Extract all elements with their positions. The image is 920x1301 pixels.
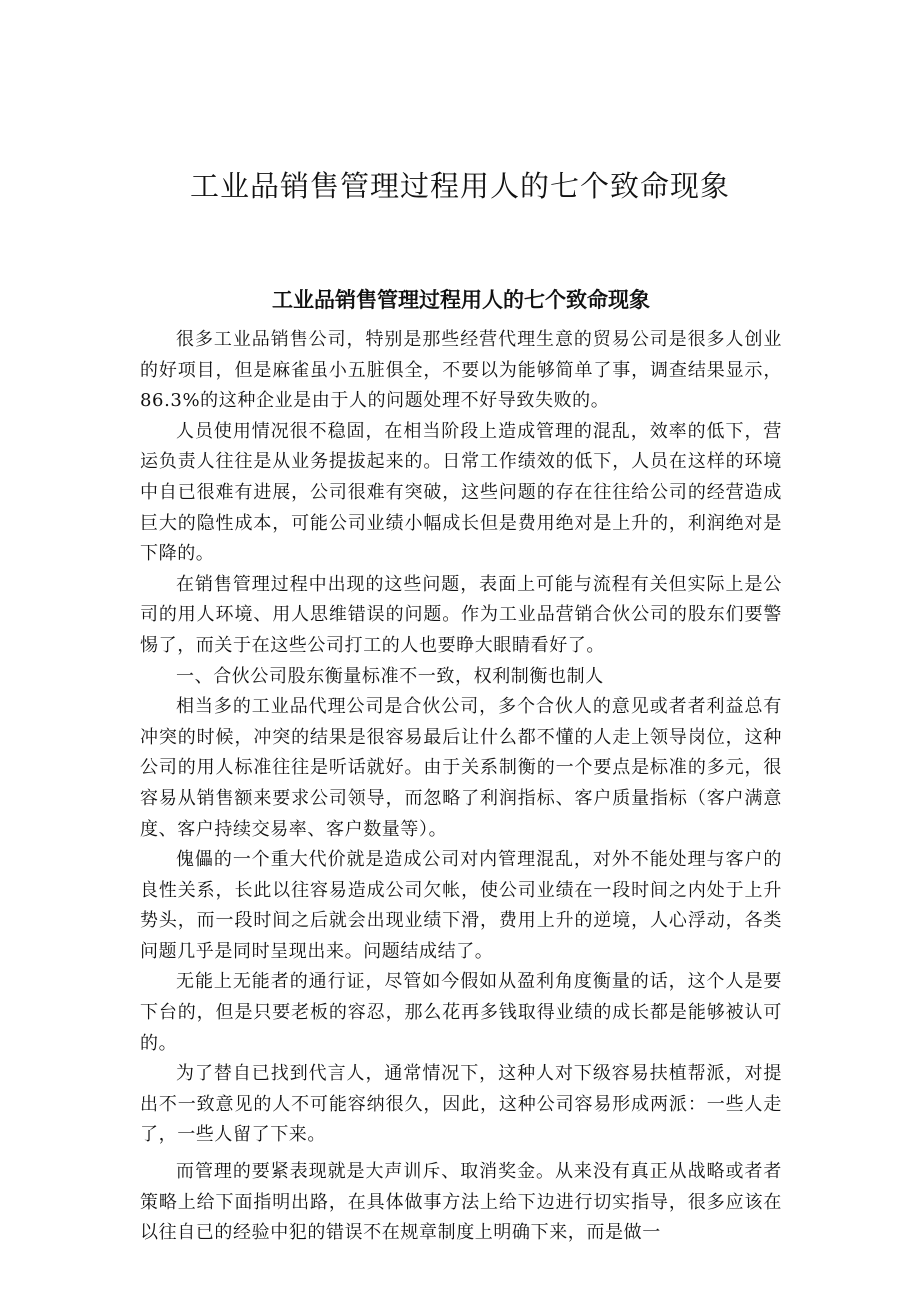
paragraph: 在销售管理过程中出现的这些问题，表面上可能与流程有关但实际上是公司的用人环境、用人思维错误的问题。作为工业品营销合伙公司的股东们要警惕了，而关于在这些公司打工的人也要睁大眼睛看好了。 — [140, 573, 782, 656]
paragraph: 而管理的要紧表现就是大声训斥、取消奖金。从来没有真正从战略或者者策略上给下面指明出路，在具体做事方法上给下边进行切实指导，很多应该在以往自已的经验中犯的错误不在规章制度上明确下来，而是做一 — [140, 1161, 782, 1244]
article-body — [140, 281, 782, 1249]
paragraph: 无能上无能者的通行证，尽管如今假如从盈利角度衡量的话，这个人是要下台的，但是只要老板的容忍，那么花再多钱取得业绩的成长都是能够被认可的。 — [140, 971, 782, 1054]
document-title: 工业品销售管理过程用人的七个致命现象 — [189, 169, 730, 203]
article-heading: 工业品销售管理过程用人的七个致命现象 — [272, 288, 650, 312]
paragraph: 为了替自已找到代言人，通常情况下，这种人对下级容易扶植帮派，对提出不一致意见的人不可能容纳很久，因此，这种公司容易形成两派：一些人走了，一些人留了下来。 — [140, 1063, 782, 1146]
paragraph: 相当多的工业品代理公司是合伙公司，多个合伙人的意见或者者利益总有冲突的时候，冲突的结果是很容易最后让什么都不懂的人走上领导岗位，这种公司的用人标准往往是听话就好。由于关系制衡的一个要点是标准的多元，很容易从销售额来要求公司领导，而忽略了利润指标、客户质量指标（客户满意度、客户持续交易率、客户数量等）。 — [140, 696, 782, 840]
section-heading: 一、合伙公司股东衡量标准不一致，权利制衡也制人 — [176, 665, 604, 687]
paragraph: 很多工业品销售公司，特别是那些经营代理生意的贸易公司是很多人创业的好项目，但是麻雀虽小五脏俱全，不要以为能够简单了事，调查结果显示，86.3%的这种企业是由于人的问题处理不好导致失败的。 — [140, 329, 782, 412]
paragraph: 傀儡的一个重大代价就是造成公司对内管理混乱，对外不能处理与客户的良性关系，长此以往容易造成公司欠帐，使公司业绩在一段时间之内处于上升势头，而一段时间之后就会出现业绩下滑，费用上升的逆境，人心浮动，各类问题几乎是同时呈现出来。问题结成结了。 — [140, 849, 782, 962]
paragraph: 人员使用情况很不稳固，在相当阶段上造成管理的混乱，效率的低下，营运负责人往往是从业务提拔起来的。日常工作绩效的低下，人员在这样的环境中自已很难有进展，公司很难有突破，这些问题的存在往往给公司的经营造成巨大的隐性成本，可能公司业绩小幅成长但是费用绝对是上升的，利润绝对是下降的。 — [140, 420, 782, 565]
